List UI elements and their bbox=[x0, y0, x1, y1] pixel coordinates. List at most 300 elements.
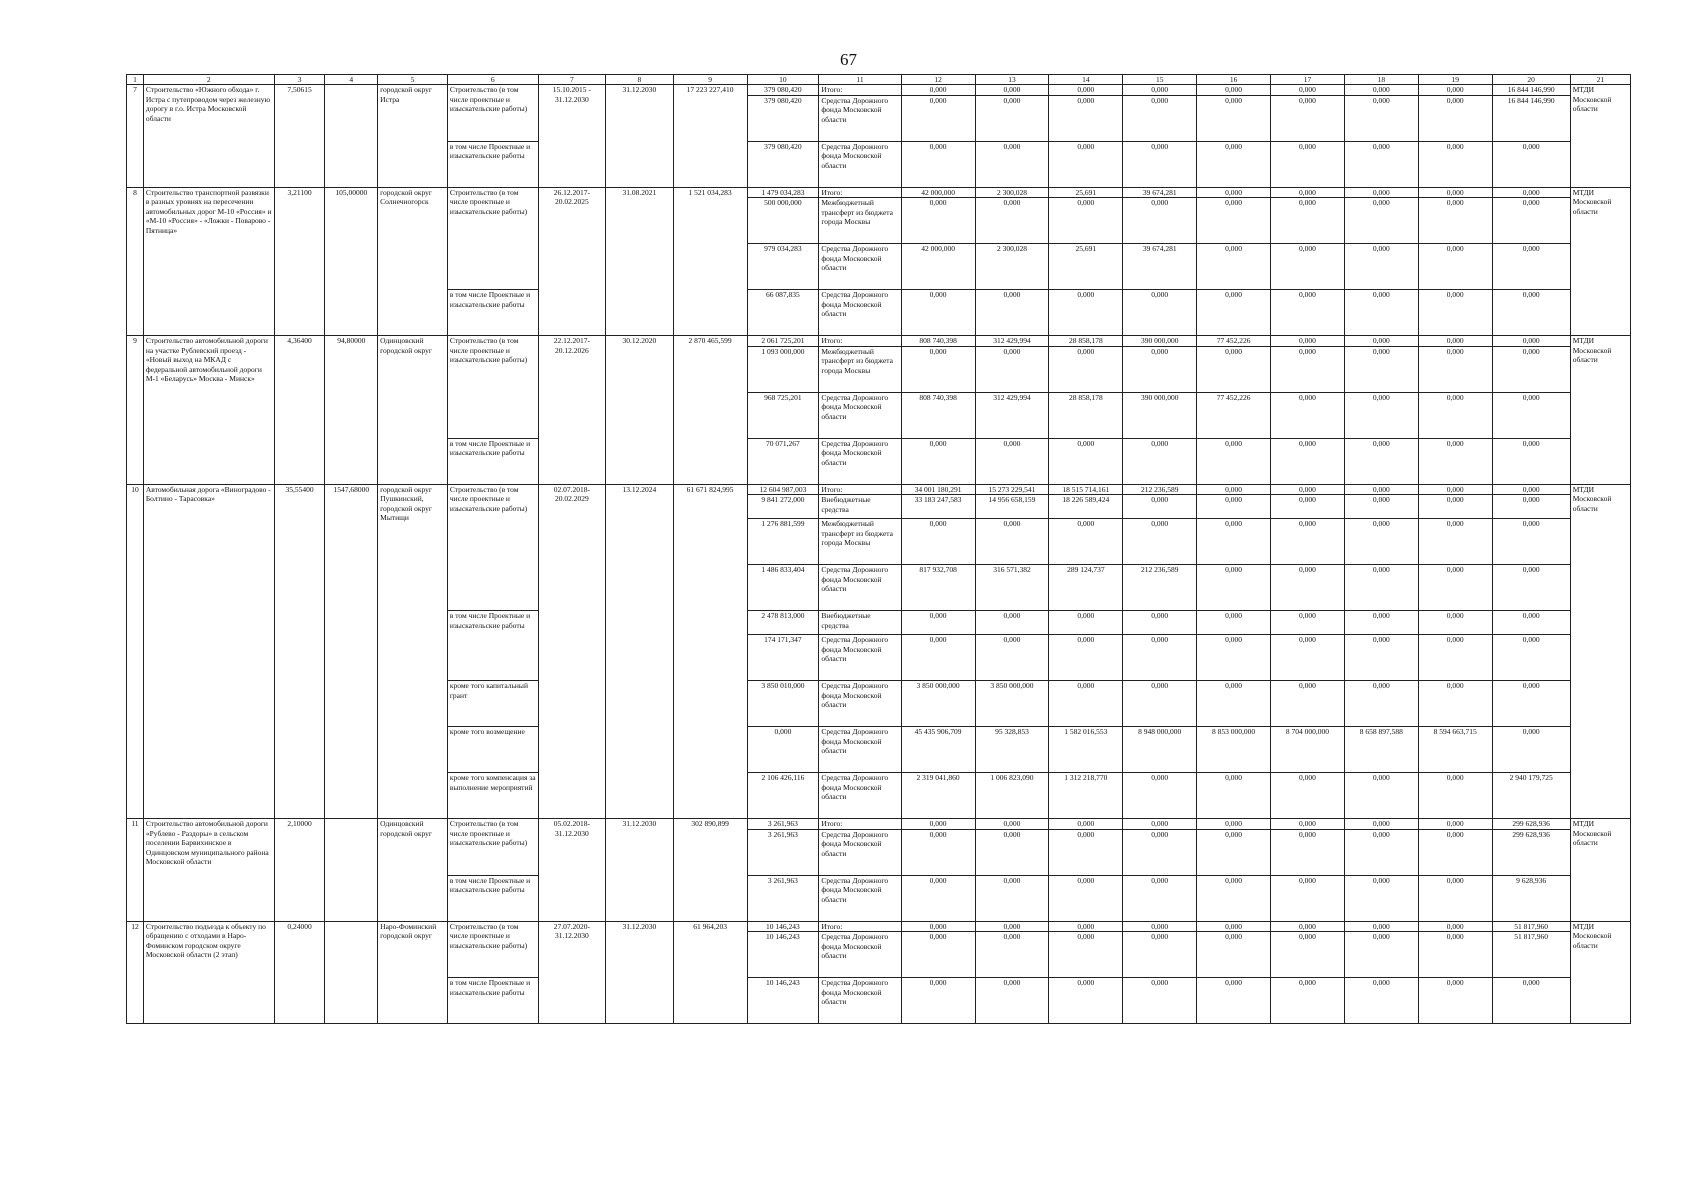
financed-cell: 1 276 881,599 bbox=[747, 519, 819, 565]
object-name-cell: Автомобильная дорога «Виноградово - Болтино - Тарасовка» bbox=[143, 484, 274, 819]
table-row bbox=[127, 819, 1631, 830]
year-amount-cell: 0,000 bbox=[1123, 198, 1197, 244]
length-cell: 3,21100 bbox=[274, 187, 325, 336]
year-amount-cell: 0,000 bbox=[1123, 773, 1197, 819]
year-amount-cell: 0,000 bbox=[1418, 932, 1492, 978]
period-cell: 22.12.2017- 20.12.2026 bbox=[538, 336, 606, 485]
year-amount-cell: 0,000 bbox=[1344, 495, 1418, 519]
year-amount-cell: 0,000 bbox=[1271, 819, 1345, 830]
object-name-cell: Строительство «Южного обхода» г. Истра с путепроводом через железную дорогу в г.о. Истра Московской области bbox=[143, 85, 274, 188]
funding-source-cell: Средства Дорожного фонда Московской области bbox=[819, 978, 901, 1024]
funding-source-cell: Средства Дорожного фонда Московской области bbox=[819, 95, 901, 141]
funding-source-cell: Средства Дорожного фонда Московской области bbox=[819, 141, 901, 187]
year-amount-cell: 0,000 bbox=[1492, 611, 1570, 635]
funding-source-cell: Средства Дорожного фонда Московской области bbox=[819, 932, 901, 978]
year-amount-cell: 0,000 bbox=[1197, 635, 1271, 681]
year-amount-cell: 33 183 247,583 bbox=[901, 495, 975, 519]
column-number-cell: 8 bbox=[606, 75, 674, 85]
financed-cell: 10 146,243 bbox=[747, 932, 819, 978]
year-amount-cell: 0,000 bbox=[1123, 346, 1197, 392]
column-number-cell: 17 bbox=[1271, 75, 1345, 85]
year-amount-cell: 0,000 bbox=[1271, 244, 1345, 290]
year-amount-cell: 0,000 bbox=[1492, 290, 1570, 336]
year-amount-cell: 0,000 bbox=[1344, 932, 1418, 978]
year-amount-cell: 0,000 bbox=[1049, 829, 1123, 875]
table-body bbox=[127, 85, 1631, 1024]
year-amount-cell: 0,000 bbox=[1344, 336, 1418, 347]
completion-date-cell: 31.12.2030 bbox=[606, 85, 674, 188]
year-amount-cell: 0,000 bbox=[975, 438, 1049, 484]
funding-source-cell: Итого: bbox=[819, 921, 901, 932]
year-amount-cell: 0,000 bbox=[1492, 198, 1570, 244]
year-amount-cell: 77 452,226 bbox=[1197, 336, 1271, 347]
row-number-cell: 9 bbox=[127, 336, 144, 485]
year-amount-cell: 0,000 bbox=[1344, 244, 1418, 290]
year-amount-cell: 0,000 bbox=[1271, 346, 1345, 392]
work-type-cell: в том числе Проектные и изыскательские работы bbox=[447, 438, 538, 484]
year-amount-cell: 1 312 218,770 bbox=[1049, 773, 1123, 819]
year-amount-cell: 0,000 bbox=[1197, 978, 1271, 1024]
year-amount-cell: 0,000 bbox=[1123, 290, 1197, 336]
year-amount-cell: 0,000 bbox=[1344, 773, 1418, 819]
year-amount-cell: 0,000 bbox=[1492, 141, 1570, 187]
cost-cell: 17 223 227,410 bbox=[673, 85, 747, 188]
year-amount-cell: 0,000 bbox=[1271, 187, 1345, 198]
cost-cell: 1 521 034,283 bbox=[673, 187, 747, 336]
year-amount-cell: 0,000 bbox=[1197, 290, 1271, 336]
year-amount-cell: 0,000 bbox=[1344, 290, 1418, 336]
column-number-cell: 9 bbox=[673, 75, 747, 85]
location-cell: городской округ Солнечногорск bbox=[378, 187, 448, 336]
year-amount-cell: 0,000 bbox=[1418, 187, 1492, 198]
year-amount-cell: 0,000 bbox=[901, 95, 975, 141]
funding-source-cell: Межбюджетный трансферт из бюджета города Москвы bbox=[819, 346, 901, 392]
year-amount-cell: 0,000 bbox=[1271, 85, 1345, 96]
year-amount-cell: 2 940 179,725 bbox=[1492, 773, 1570, 819]
year-amount-cell: 0,000 bbox=[901, 611, 975, 635]
year-amount-cell: 14 956 658,159 bbox=[975, 495, 1049, 519]
location-cell: городской округ Истра bbox=[378, 85, 448, 188]
funding-source-cell: Межбюджетный трансферт из бюджета города Москвы bbox=[819, 198, 901, 244]
year-amount-cell: 0,000 bbox=[1492, 681, 1570, 727]
funding-source-cell: Средства Дорожного фонда Московской области bbox=[819, 244, 901, 290]
year-amount-cell: 0,000 bbox=[1492, 519, 1570, 565]
object-name-cell: Строительство подъезда к объекту по обращению с отходами в Наро-Фоминском городском округе Московской области (2 этап) bbox=[143, 921, 274, 1024]
year-amount-cell: 1 006 823,090 bbox=[975, 773, 1049, 819]
year-amount-cell: 0,000 bbox=[1418, 141, 1492, 187]
year-amount-cell: 212 236,589 bbox=[1123, 484, 1197, 495]
year-amount-cell: 0,000 bbox=[1418, 921, 1492, 932]
customer-cell: МТДИ Московской области bbox=[1570, 921, 1630, 1024]
column-number-cell: 11 bbox=[819, 75, 901, 85]
year-amount-cell: 0,000 bbox=[1049, 819, 1123, 830]
year-amount-cell: 0,000 bbox=[1492, 635, 1570, 681]
year-amount-cell: 0,000 bbox=[1271, 773, 1345, 819]
year-amount-cell: 312 429,994 bbox=[975, 392, 1049, 438]
cost-cell: 61 671 824,995 bbox=[673, 484, 747, 819]
row-number-cell: 8 bbox=[127, 187, 144, 336]
year-amount-cell: 0,000 bbox=[1197, 611, 1271, 635]
year-amount-cell: 0,000 bbox=[1123, 95, 1197, 141]
year-amount-cell: 0,000 bbox=[1271, 921, 1345, 932]
year-amount-cell: 0,000 bbox=[1344, 519, 1418, 565]
year-amount-cell: 0,000 bbox=[1049, 875, 1123, 921]
year-amount-cell: 0,000 bbox=[1418, 346, 1492, 392]
year-amount-cell: 0,000 bbox=[1197, 484, 1271, 495]
year-amount-cell: 0,000 bbox=[1197, 495, 1271, 519]
year-amount-cell: 0,000 bbox=[1049, 141, 1123, 187]
column-number-cell: 18 bbox=[1344, 75, 1418, 85]
year-amount-cell: 0,000 bbox=[1344, 198, 1418, 244]
year-amount-cell: 0,000 bbox=[1344, 484, 1418, 495]
financed-cell: 1 486 833,404 bbox=[747, 565, 819, 611]
year-amount-cell: 16 844 146,990 bbox=[1492, 85, 1570, 96]
year-amount-cell: 0,000 bbox=[1418, 85, 1492, 96]
year-amount-cell: 808 740,398 bbox=[901, 336, 975, 347]
year-amount-cell: 0,000 bbox=[975, 95, 1049, 141]
year-amount-cell: 312 429,994 bbox=[975, 336, 1049, 347]
year-amount-cell: 0,000 bbox=[901, 932, 975, 978]
year-amount-cell: 2 319 041,860 bbox=[901, 773, 975, 819]
column-number-cell: 21 bbox=[1570, 75, 1630, 85]
year-amount-cell: 77 452,226 bbox=[1197, 392, 1271, 438]
year-amount-cell: 0,000 bbox=[901, 829, 975, 875]
year-amount-cell: 0,000 bbox=[1049, 921, 1123, 932]
year-amount-cell: 0,000 bbox=[1492, 565, 1570, 611]
period-cell: 15.10.2015 - 31.12.2030 bbox=[538, 85, 606, 188]
year-amount-cell: 0,000 bbox=[1123, 921, 1197, 932]
financed-cell: 70 071,267 bbox=[747, 438, 819, 484]
year-amount-cell: 42 000,000 bbox=[901, 187, 975, 198]
year-amount-cell: 0,000 bbox=[1492, 187, 1570, 198]
year-amount-cell: 0,000 bbox=[1197, 681, 1271, 727]
column-number-cell: 5 bbox=[378, 75, 448, 85]
column-number-cell: 1 bbox=[127, 75, 144, 85]
length-cell: 2,10000 bbox=[274, 819, 325, 922]
year-amount-cell: 299 628,936 bbox=[1492, 819, 1570, 830]
year-amount-cell: 18 226 589,424 bbox=[1049, 495, 1123, 519]
year-amount-cell: 0,000 bbox=[1197, 141, 1271, 187]
year-amount-cell: 390 000,000 bbox=[1123, 336, 1197, 347]
year-amount-cell: 0,000 bbox=[1197, 85, 1271, 96]
column-number-row bbox=[127, 75, 1631, 85]
year-amount-cell: 0,000 bbox=[1049, 85, 1123, 96]
customer-cell: МТДИ Московской области bbox=[1570, 484, 1630, 819]
year-amount-cell: 0,000 bbox=[1049, 438, 1123, 484]
customer-cell: МТДИ Московской области bbox=[1570, 187, 1630, 336]
customer-cell: МТДИ Московской области bbox=[1570, 819, 1630, 922]
year-amount-cell: 0,000 bbox=[1492, 244, 1570, 290]
year-amount-cell: 0,000 bbox=[901, 921, 975, 932]
year-amount-cell: 0,000 bbox=[1418, 244, 1492, 290]
year-amount-cell: 0,000 bbox=[901, 141, 975, 187]
year-amount-cell: 3 850 000,000 bbox=[975, 681, 1049, 727]
year-amount-cell: 0,000 bbox=[1049, 681, 1123, 727]
customer-cell: МТДИ Московской области bbox=[1570, 85, 1630, 188]
year-amount-cell: 0,000 bbox=[1123, 829, 1197, 875]
customer-cell: МТДИ Московской области bbox=[1570, 336, 1630, 485]
funding-source-cell: Итого: bbox=[819, 336, 901, 347]
year-amount-cell: 0,000 bbox=[1344, 635, 1418, 681]
year-amount-cell: 0,000 bbox=[1344, 875, 1418, 921]
year-amount-cell: 8 948 000,000 bbox=[1123, 727, 1197, 773]
period-cell: 27.07.2020- 31.12.2030 bbox=[538, 921, 606, 1024]
year-amount-cell: 0,000 bbox=[1049, 978, 1123, 1024]
capacity-cell: 1547,68000 bbox=[325, 484, 378, 819]
work-type-cell: Строительство (в том числе проектные и изыскательские работы) bbox=[447, 187, 538, 290]
year-amount-cell: 0,000 bbox=[1049, 611, 1123, 635]
financed-cell: 10 146,243 bbox=[747, 978, 819, 1024]
financed-cell: 66 087,835 bbox=[747, 290, 819, 336]
year-amount-cell: 0,000 bbox=[1197, 346, 1271, 392]
column-number-cell: 6 bbox=[447, 75, 538, 85]
column-number-cell: 7 bbox=[538, 75, 606, 85]
year-amount-cell: 0,000 bbox=[1049, 95, 1123, 141]
financed-cell: 968 725,201 bbox=[747, 392, 819, 438]
year-amount-cell: 0,000 bbox=[1418, 484, 1492, 495]
financed-cell: 1 093 000,000 bbox=[747, 346, 819, 392]
financed-cell: 2 478 813,000 bbox=[747, 611, 819, 635]
year-amount-cell: 0,000 bbox=[1271, 141, 1345, 187]
period-cell: 02.07.2018- 20.02.2029 bbox=[538, 484, 606, 819]
period-cell: 05.02.2018- 31.12.2030 bbox=[538, 819, 606, 922]
year-amount-cell: 34 001 180,291 bbox=[901, 484, 975, 495]
funding-source-cell: Итого: bbox=[819, 85, 901, 96]
year-amount-cell: 0,000 bbox=[1197, 829, 1271, 875]
column-number-cell: 3 bbox=[274, 75, 325, 85]
year-amount-cell: 39 674,281 bbox=[1123, 244, 1197, 290]
column-number-cell: 10 bbox=[747, 75, 819, 85]
column-number-cell: 12 bbox=[901, 75, 975, 85]
completion-date-cell: 31.12.2030 bbox=[606, 819, 674, 922]
year-amount-cell: 0,000 bbox=[1492, 346, 1570, 392]
row-number-cell: 10 bbox=[127, 484, 144, 819]
work-type-cell: кроме того капитальный грант bbox=[447, 681, 538, 727]
location-cell: Одинцовский городской округ bbox=[378, 336, 448, 485]
year-amount-cell: 9 628,936 bbox=[1492, 875, 1570, 921]
year-amount-cell: 0,000 bbox=[1418, 198, 1492, 244]
budget-table bbox=[126, 74, 1631, 1024]
year-amount-cell: 0,000 bbox=[1418, 438, 1492, 484]
year-amount-cell: 0,000 bbox=[1492, 336, 1570, 347]
location-cell: Наро-Фоминский городской округ bbox=[378, 921, 448, 1024]
year-amount-cell: 8 853 000,000 bbox=[1197, 727, 1271, 773]
year-amount-cell: 0,000 bbox=[901, 978, 975, 1024]
year-amount-cell: 0,000 bbox=[975, 635, 1049, 681]
funding-source-cell: Средства Дорожного фонда Московской области bbox=[819, 392, 901, 438]
year-amount-cell: 0,000 bbox=[1271, 495, 1345, 519]
location-cell: Одинцовский городской округ bbox=[378, 819, 448, 922]
year-amount-cell: 0,000 bbox=[1344, 187, 1418, 198]
column-number-cell: 15 bbox=[1123, 75, 1197, 85]
year-amount-cell: 0,000 bbox=[975, 290, 1049, 336]
financed-cell: 3 261,963 bbox=[747, 819, 819, 830]
year-amount-cell: 1 582 016,553 bbox=[1049, 727, 1123, 773]
year-amount-cell: 0,000 bbox=[901, 346, 975, 392]
year-amount-cell: 0,000 bbox=[1492, 978, 1570, 1024]
financed-cell: 10 146,243 bbox=[747, 921, 819, 932]
row-number-cell: 11 bbox=[127, 819, 144, 922]
year-amount-cell: 51 817,960 bbox=[1492, 921, 1570, 932]
year-amount-cell: 0,000 bbox=[1197, 875, 1271, 921]
cost-cell: 2 870 465,599 bbox=[673, 336, 747, 485]
funding-source-cell: Средства Дорожного фонда Московской области bbox=[819, 565, 901, 611]
column-number-cell: 14 bbox=[1049, 75, 1123, 85]
column-number-cell: 19 bbox=[1418, 75, 1492, 85]
work-type-cell: в том числе Проектные и изыскательские работы bbox=[447, 290, 538, 336]
year-amount-cell: 0,000 bbox=[1492, 495, 1570, 519]
year-amount-cell: 0,000 bbox=[1344, 611, 1418, 635]
completion-date-cell: 13.12.2024 bbox=[606, 484, 674, 819]
year-amount-cell: 0,000 bbox=[1197, 187, 1271, 198]
page-number: 67 bbox=[840, 50, 857, 69]
year-amount-cell: 25,691 bbox=[1049, 244, 1123, 290]
capacity-cell bbox=[325, 85, 378, 188]
year-amount-cell: 25,691 bbox=[1049, 187, 1123, 198]
year-amount-cell: 0,000 bbox=[1271, 875, 1345, 921]
year-amount-cell: 0,000 bbox=[1197, 198, 1271, 244]
year-amount-cell: 0,000 bbox=[1418, 978, 1492, 1024]
year-amount-cell: 28 858,178 bbox=[1049, 336, 1123, 347]
year-amount-cell: 0,000 bbox=[975, 829, 1049, 875]
column-number-cell: 20 bbox=[1492, 75, 1570, 85]
work-type-cell: в том числе Проектные и изыскательские работы bbox=[447, 875, 538, 921]
year-amount-cell: 0,000 bbox=[1344, 978, 1418, 1024]
financed-cell: 379 080,420 bbox=[747, 95, 819, 141]
year-amount-cell: 0,000 bbox=[1197, 819, 1271, 830]
year-amount-cell: 0,000 bbox=[1123, 85, 1197, 96]
table-row bbox=[127, 336, 1631, 347]
work-type-cell: Строительство (в том числе проектные и изыскательские работы) bbox=[447, 484, 538, 611]
year-amount-cell: 0,000 bbox=[901, 875, 975, 921]
funding-source-cell: Средства Дорожного фонда Московской области bbox=[819, 635, 901, 681]
year-amount-cell: 0,000 bbox=[975, 819, 1049, 830]
year-amount-cell: 28 858,178 bbox=[1049, 392, 1123, 438]
year-amount-cell: 0,000 bbox=[1123, 519, 1197, 565]
year-amount-cell: 817 932,708 bbox=[901, 565, 975, 611]
length-cell: 7,50615 bbox=[274, 85, 325, 188]
year-amount-cell: 0,000 bbox=[1271, 438, 1345, 484]
year-amount-cell: 0,000 bbox=[1271, 336, 1345, 347]
year-amount-cell: 0,000 bbox=[1418, 681, 1492, 727]
year-amount-cell: 0,000 bbox=[1344, 438, 1418, 484]
financed-cell: 3 261,963 bbox=[747, 829, 819, 875]
year-amount-cell: 0,000 bbox=[1418, 95, 1492, 141]
year-amount-cell: 42 000,000 bbox=[901, 244, 975, 290]
funding-source-cell: Средства Дорожного фонда Московской области bbox=[819, 290, 901, 336]
capacity-cell bbox=[325, 819, 378, 922]
length-cell: 0,24000 bbox=[274, 921, 325, 1024]
row-number-cell: 12 bbox=[127, 921, 144, 1024]
year-amount-cell: 0,000 bbox=[901, 438, 975, 484]
year-amount-cell: 0,000 bbox=[975, 141, 1049, 187]
column-number-cell: 4 bbox=[325, 75, 378, 85]
work-type-cell: в том числе Проектные и изыскательские работы bbox=[447, 611, 538, 681]
year-amount-cell: 0,000 bbox=[901, 85, 975, 96]
year-amount-cell: 18 515 714,161 bbox=[1049, 484, 1123, 495]
table-row bbox=[127, 921, 1631, 932]
year-amount-cell: 0,000 bbox=[901, 819, 975, 830]
financed-cell: 1 479 034,283 bbox=[747, 187, 819, 198]
year-amount-cell: 45 435 906,709 bbox=[901, 727, 975, 773]
year-amount-cell: 299 628,936 bbox=[1492, 829, 1570, 875]
completion-date-cell: 31.12.2030 bbox=[606, 921, 674, 1024]
year-amount-cell: 0,000 bbox=[1049, 198, 1123, 244]
year-amount-cell: 0,000 bbox=[1344, 346, 1418, 392]
year-amount-cell: 0,000 bbox=[1123, 875, 1197, 921]
year-amount-cell: 39 674,281 bbox=[1123, 187, 1197, 198]
year-amount-cell: 0,000 bbox=[1418, 829, 1492, 875]
year-amount-cell: 0,000 bbox=[1492, 484, 1570, 495]
funding-source-cell: Средства Дорожного фонда Московской области bbox=[819, 829, 901, 875]
funding-source-cell: Средства Дорожного фонда Московской области bbox=[819, 727, 901, 773]
year-amount-cell: 0,000 bbox=[1418, 290, 1492, 336]
funding-source-cell: Внебюджетные средства bbox=[819, 611, 901, 635]
financed-cell: 500 000,000 bbox=[747, 198, 819, 244]
year-amount-cell: 8 594 663,715 bbox=[1418, 727, 1492, 773]
work-type-cell: в том числе Проектные и изыскательские работы bbox=[447, 141, 538, 187]
year-amount-cell: 316 571,382 bbox=[975, 565, 1049, 611]
funding-source-cell: Средства Дорожного фонда Московской области bbox=[819, 438, 901, 484]
year-amount-cell: 0,000 bbox=[1492, 727, 1570, 773]
funding-source-cell: Средства Дорожного фонда Московской области bbox=[819, 875, 901, 921]
funding-source-cell: Средства Дорожного фонда Московской области bbox=[819, 773, 901, 819]
year-amount-cell: 8 704 000,000 bbox=[1271, 727, 1345, 773]
year-amount-cell: 0,000 bbox=[1197, 932, 1271, 978]
year-amount-cell: 0,000 bbox=[1123, 978, 1197, 1024]
year-amount-cell: 0,000 bbox=[1049, 290, 1123, 336]
year-amount-cell: 0,000 bbox=[1418, 495, 1492, 519]
year-amount-cell: 390 000,000 bbox=[1123, 392, 1197, 438]
capacity-cell: 94,80000 bbox=[325, 336, 378, 485]
year-amount-cell: 0,000 bbox=[975, 346, 1049, 392]
year-amount-cell: 0,000 bbox=[1271, 484, 1345, 495]
year-amount-cell: 0,000 bbox=[901, 198, 975, 244]
year-amount-cell: 0,000 bbox=[975, 932, 1049, 978]
year-amount-cell: 51 817,960 bbox=[1492, 932, 1570, 978]
year-amount-cell: 0,000 bbox=[1492, 392, 1570, 438]
financed-cell: 9 841 272,000 bbox=[747, 495, 819, 519]
column-number-cell: 2 bbox=[143, 75, 274, 85]
year-amount-cell: 2 300,028 bbox=[975, 244, 1049, 290]
year-amount-cell: 0,000 bbox=[1197, 244, 1271, 290]
year-amount-cell: 0,000 bbox=[1123, 611, 1197, 635]
funding-source-cell: Средства Дорожного фонда Московской области bbox=[819, 681, 901, 727]
year-amount-cell: 0,000 bbox=[1271, 635, 1345, 681]
year-amount-cell: 0,000 bbox=[1271, 829, 1345, 875]
financed-cell: 379 080,420 bbox=[747, 141, 819, 187]
year-amount-cell: 0,000 bbox=[1418, 773, 1492, 819]
work-type-cell: Строительство (в том числе проектные и изыскательские работы) bbox=[447, 819, 538, 876]
column-number-cell: 13 bbox=[975, 75, 1049, 85]
year-amount-cell: 16 844 146,990 bbox=[1492, 95, 1570, 141]
year-amount-cell: 0,000 bbox=[1271, 565, 1345, 611]
year-amount-cell: 2 300,028 bbox=[975, 187, 1049, 198]
year-amount-cell: 8 658 897,588 bbox=[1344, 727, 1418, 773]
year-amount-cell: 0,000 bbox=[1344, 921, 1418, 932]
year-amount-cell: 0,000 bbox=[1123, 681, 1197, 727]
year-amount-cell: 0,000 bbox=[1049, 519, 1123, 565]
funding-source-cell: Межбюджетный трансферт из бюджета города Москвы bbox=[819, 519, 901, 565]
year-amount-cell: 15 273 229,541 bbox=[975, 484, 1049, 495]
work-type-cell: Строительство (в том числе проектные и изыскательские работы) bbox=[447, 336, 538, 439]
year-amount-cell: 0,000 bbox=[1197, 519, 1271, 565]
length-cell: 4,36400 bbox=[274, 336, 325, 485]
financed-cell: 2 061 725,201 bbox=[747, 336, 819, 347]
year-amount-cell: 0,000 bbox=[901, 290, 975, 336]
funding-source-cell: Итого: bbox=[819, 819, 901, 830]
table-row bbox=[127, 484, 1631, 495]
